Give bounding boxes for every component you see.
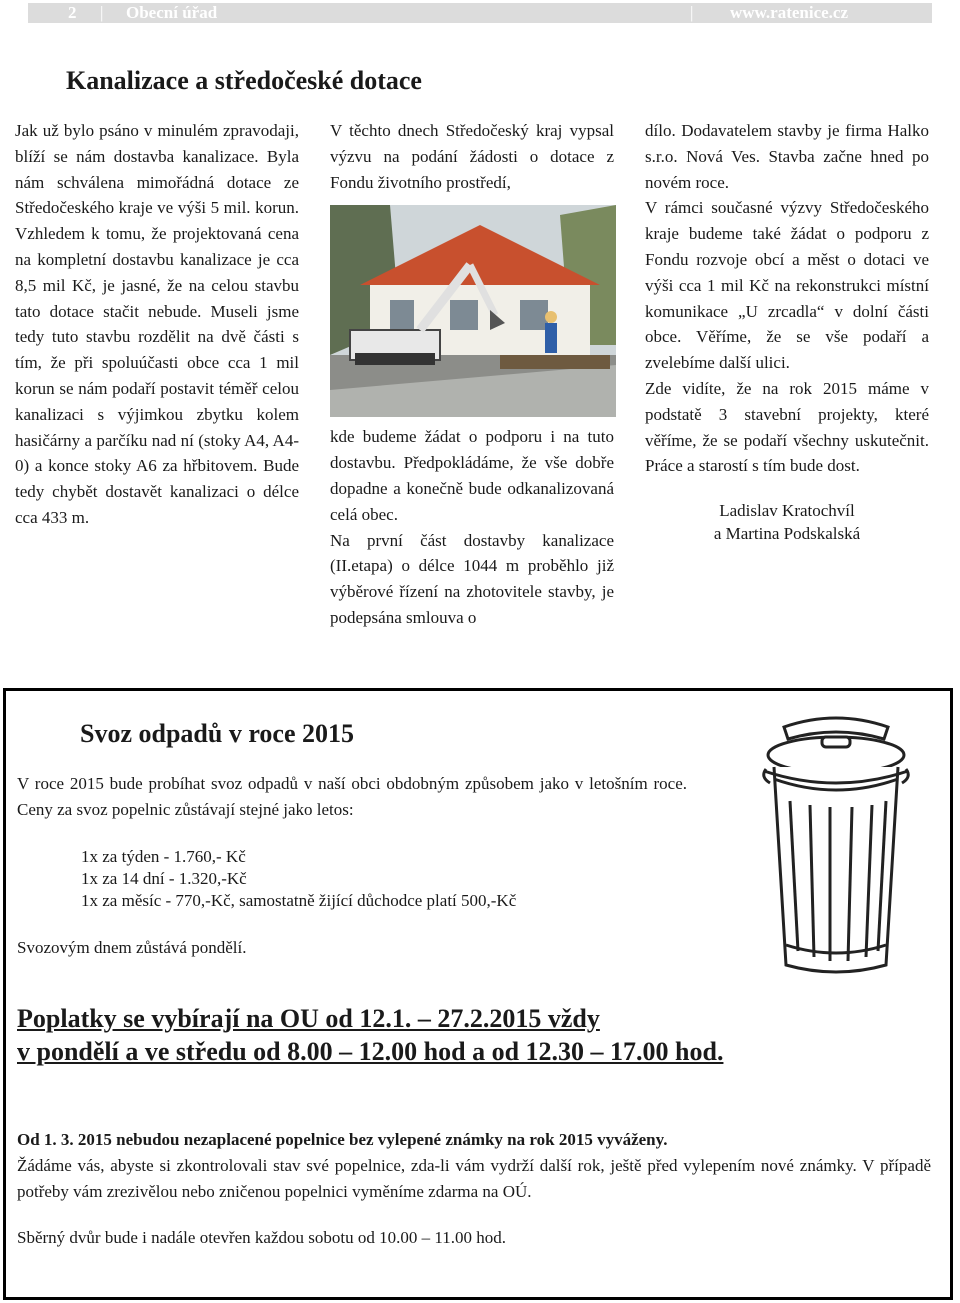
article-paragraph: kde budeme žádat o podporu i na tuto dostavbu. Předpokládáme, že vše dobře dopadne a konečně bude odkanalizovaná celá obec. xyxy=(330,427,614,524)
article-column-2 xyxy=(330,118,614,631)
header-separator: | xyxy=(690,3,694,22)
website-url: www.ratenice.cz xyxy=(730,3,849,22)
article-paragraph: dílo. Dodavatelem stavby je firma Halko s.r.o. Nová Ves. Stavba začne hned po novém roce. xyxy=(645,121,929,192)
collection-yard-hours: Sběrný dvůr bude i nadále otevřen každou sobotu od 10.00 – 11.00 hod. xyxy=(17,1228,506,1247)
excavator-house-illustration xyxy=(330,205,616,417)
trash-bin-icon xyxy=(760,715,912,983)
price-item: 1x za týden - 1.760,- Kč xyxy=(81,847,246,866)
notice-text: Žádáme vás, abyste si zkontrolovali stav své popelnice, zda-li vám vydrží další rok, ještě před vylepením nové známky. V případě potřeby vám zrezivělou nebo zničenou popelnici vyměníme zdarma na OÚ. xyxy=(17,1155,931,1201)
waste-intro: V roce 2015 bude probíhat svoz odpadů v naší obci obdobným způsobem jako v letošním roce. Ceny za svoz popelnic zůstávají stejné jako letos: xyxy=(17,774,687,819)
article-paragraph: Jak už bylo psáno v minulém zpravodaji, blíží se nám dostavba kanalizace. Byla nám schválena mimořádná dotace ze Středočeského kraje ve výši 5 mil. korun. Vzhledem k tomu, že projektovaná cena na kompletní dostavbu kanalizace je cca 8,5 mil Kč, je jasné, že na celou stavbu tato dotace stačit nebude. Museli jsme tedy tuto stavbu rozdělit na dvě části s tím, že při spoluúčasti obce cca 1 mil korun se nám podaří postavit téměř celou kanalizaci s výjimkou zbytku kolem hasičárny a parčíku nad ní (stoky A4, A4-0) a konce stoky A6 za hřbitovem. Bude tedy chybět dostavět kanalizaci o délce cca 433 m. xyxy=(15,121,299,527)
signature-line: Ladislav Kratochvíl xyxy=(719,501,855,521)
price-list xyxy=(81,846,516,912)
construction-photo xyxy=(330,205,616,417)
signature xyxy=(645,499,929,545)
article-paragraph: V těchto dnech Středočeský kraj vypsal výzvu na podání žádosti o dotace z Fondu životního prostředí, xyxy=(330,121,614,192)
fees-line: Poplatky se vybírají na OU od 12.1. – 27.2.2015 vždy xyxy=(17,1004,600,1033)
notice-bold: Od 1. 3. 2015 nebudou nezaplacené popelnice bez vylepené známky na rok 2015 vyváženy. xyxy=(17,1130,668,1149)
article-paragraph: Zde vidíte, že na rok 2015 máme v podstatě 3 stavební projekty, které věříme, že se podaří všechny uskutečnit. Práce a starostí s tím bude dost. xyxy=(645,378,929,476)
article-title: Kanalizace a středočeské dotace xyxy=(66,66,422,95)
price-item: 1x za 14 dní - 1.320,-Kč xyxy=(81,869,247,888)
header-separator: | xyxy=(100,3,104,22)
article-paragraph: Na první část dostavby kanalizace (II.etapa) o délce 1044 m proběhlo již výběrové řízení na zhotovitele stavby, je podepsána smlouva o xyxy=(330,530,614,627)
fees-line: v pondělí a ve středu od 8.00 – 12.00 hod a od 12.30 – 17.00 hod. xyxy=(17,1037,724,1066)
section-title: Obecní úřad xyxy=(126,3,218,22)
fees-notice xyxy=(17,1002,723,1068)
article-paragraph: V rámci současné výzvy Středočeského kraje budeme také žádat o podporu z Fondu rozvoje obcí a měst o dotaci ve výši cca 1 mil Kč na rekonstrukci místní komunikace „U zrcadla“ v dolní části obce. Věříme, že se vše podaří a zvelebíme další ulici. xyxy=(645,198,929,373)
sticker-notice xyxy=(17,1127,931,1204)
waste-title: Svoz odpadů v roce 2015 xyxy=(80,719,354,748)
signature-line: a Martina Podskalská xyxy=(713,524,861,544)
page-number: 2 xyxy=(68,3,77,22)
article-column-3 xyxy=(645,118,929,545)
price-item: 1x za měsíc - 770,-Kč, samostatně žijící důchodce platí 500,-Kč xyxy=(81,891,517,910)
waste-collection-box xyxy=(3,688,953,1300)
article-column-1 xyxy=(15,118,299,531)
header-bar xyxy=(28,3,932,23)
collection-day: Svozovým dnem zůstává pondělí. xyxy=(17,938,247,957)
